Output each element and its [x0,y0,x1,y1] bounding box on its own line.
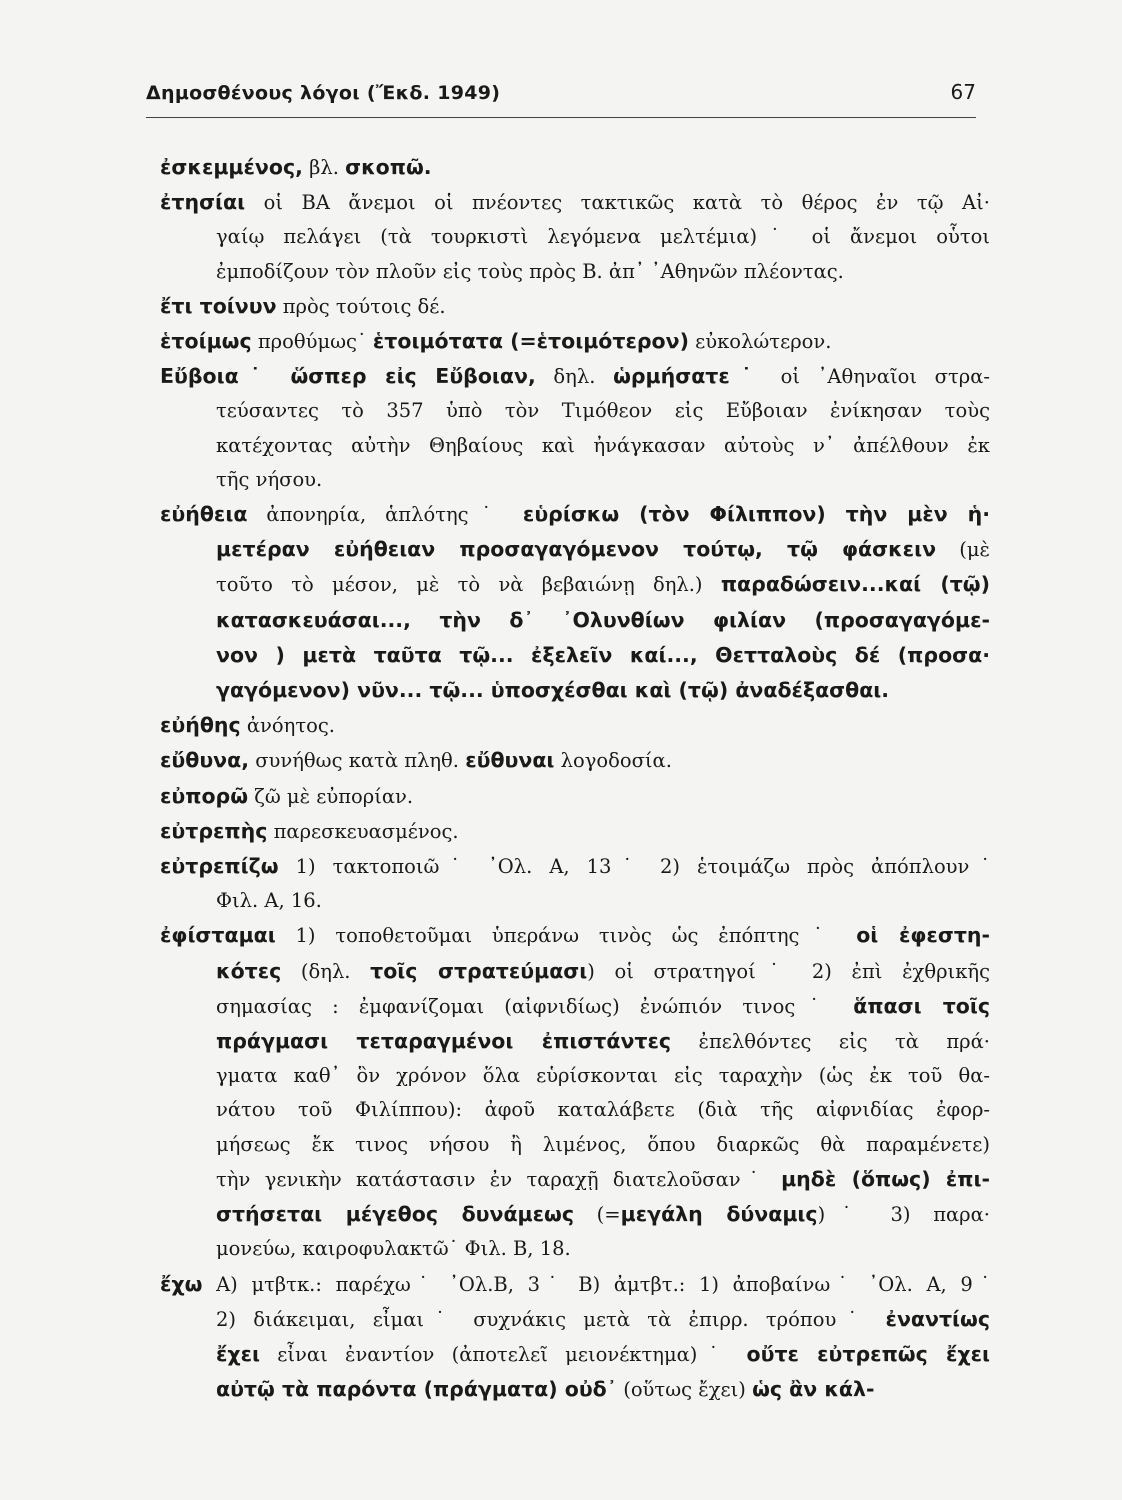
definition-text: βλ. [302,156,346,179]
running-head: Δημοσθένους λόγοι (Ἔκδ. 1949) [146,82,501,104]
headword-text: ὡς ἂν κάλ- [752,1377,875,1402]
definition-text: Φιλ. Α, 16. [216,889,322,913]
entry-line [160,884,990,918]
definition-text: ἐπελθόντες εἰς τὰ πρά· [671,1030,991,1054]
entry-line [160,638,990,673]
headword-text: εὔθυναι [465,748,555,773]
entry-line [160,603,990,638]
headword-text: ἑτοιμότατα (=ἑτοιμότερον) [372,329,689,354]
headword-text: ἐτησίαι [160,190,246,215]
definition-text: νάτου τοῦ Φιλίππου): ἀφοῦ καταλάβετε (διὰ τῆς αἰφνιδίας ἐφορ- [216,1098,990,1122]
entry-line [160,429,990,463]
definition-text: )˙ 3) παρα· [817,1203,991,1227]
headword-text: εὐπορῶ [160,783,249,808]
entry-first-line [160,743,990,778]
definition-text: κατέχοντας αὐτὴν Θηβαίους καὶ ἠνάγκασαν αὐτοὺς ν᾽ ἀπέλθουν ἐκ [216,433,990,457]
glossary-entry [160,1267,990,1408]
glossary-entries [160,150,990,1407]
headword-text: εὐήθεια [160,502,248,527]
headword-text: εὐτρεπὴς [160,818,268,843]
definition-text: γαίῳ πελάγει (τὰ τουρκιστὶ λεγόμενα μελτέμια)˙ οἱ ἄνεμοι οὗτοι [216,225,990,249]
entry-line [160,1302,990,1337]
entry-first-line [160,779,990,814]
glossary-entry [160,359,990,497]
definition-text: πρὸς τούτοις δέ. [276,294,446,318]
glossary-entry [160,779,990,814]
headword-text: εὐήθης [160,713,241,738]
headword-text: μετέραν εὐήθειαν προσαγαγόμενον τούτῳ, τῷ φάσκειν [216,537,937,562]
glossary-entry [160,497,990,708]
headword-text: Εὔβοια˙ ὥσπερ εἰς Εὔβοιαν, [160,364,536,389]
headword-text: ἅπασι τοῖς [853,993,991,1018]
headword-text: ἐναντίως [885,1306,990,1331]
definition-text: τοῦτο τὸ μέσον, μὲ τὸ νὰ βεβαιώνῃ δηλ.) [216,573,721,597]
definition-text: τῆς νήσου. [216,467,323,491]
entry-line [160,532,990,567]
entry-line [160,954,990,989]
entry-line [160,1337,990,1372]
definition-text: σημασίας : ἐμφανίζομαι (αἰφνιδίως) ἐνώπιόν τινος˙ [216,994,854,1018]
definition-text: (οὕτως ἔχει) [617,1378,753,1402]
entry-first-line [160,150,990,185]
entry-line [160,567,990,602]
headword-text: μεγάλη δύναμις [620,1202,818,1227]
glossary-entry [160,849,990,918]
definition-text: γματα καθ᾽ ὃν χρόνον ὅλα εὑρίσκονται εἰς ταραχὴν (ὡς ἐκ τοῦ θα- [216,1064,990,1088]
headword-text: οὔτε εὐτρεπῶς ἔχει [746,1341,990,1366]
entry-first-line [160,359,990,394]
entry-line [160,220,990,254]
entry-line [160,1024,990,1059]
definition-text: ζῶ μὲ εὐπορίαν. [248,784,414,808]
entry-first-line [160,814,990,849]
headword-text: εὔθυνα, [160,748,250,773]
headword-text: κότες [216,958,282,983]
definition-text: (δηλ. [281,959,371,983]
definition-text: λογοδοσία. [554,749,672,773]
entry-first-line [160,849,990,884]
headword-text: γαγόμενον) νῦν... τῷ... ὑποσχέσθαι καὶ (τῷ) ἀναδέξασθαι. [216,678,890,703]
entry-line [160,463,990,497]
entry-line [160,673,990,708]
headword-text: παραδώσειν...καί (τῷ) [720,572,990,597]
definition-text: εὐκολώτερον. [688,330,832,354]
headword-text: στήσεται μέγεθος δυνάμεως [216,1202,575,1227]
definition-text: δηλ. [535,365,614,389]
entry-line [160,255,990,289]
headword-text: αὐτῷ τὰ παρόντα (πράγματα) οὐδ᾽ [216,1377,618,1402]
entry-first-line [160,497,990,532]
definition-text: εἶναι ἐναντίον (ἀποτελεῖ μειονέκτημα)˙ [260,1342,747,1366]
headword-text: ἔχω [160,1271,203,1296]
entry-line [160,1232,990,1266]
headword-text: ἔτι τοίνυν [160,293,277,318]
definition-text: ) οἱ στρατηγοί˙ 2) ἐπὶ ἐχθρικῆς [587,959,990,983]
glossary-entry [160,743,990,778]
definition-text: τεύσαντες τὸ 357 ὑπὸ τὸν Τιμόθεον εἰς Εὔβοιαν ἐνίκησαν τοὺς [216,399,990,423]
entry-line [160,1197,990,1232]
definition-text: 2) διάκειμαι, εἶμαι˙ συχνάκις μετὰ τὰ ἐπιρρ. τρόπου˙ [216,1307,886,1331]
headword-text: κατασκευάσαι..., τὴν δ᾽ ᾽Ολυνθίων φιλίαν (προσαγαγόμε- [216,607,990,632]
definition-text: ἀπονηρία, ἁπλότης˙ [247,503,523,527]
headword-text: εὐτρεπίζω [160,854,279,879]
glossary-entry [160,814,990,849]
entry-line [160,1128,990,1162]
entry-line [160,989,990,1024]
entry-line [160,1059,990,1093]
entry-line [160,1093,990,1127]
definition-text: (= [574,1203,621,1227]
definition-text: 1) τοποθετοῦμαι ὑπεράνω τινὸς ὡς ἐπόπτης˙ [275,924,857,948]
definition-text: μήσεως ἔκ τινος νήσου ἢ λιμένος, ὅπου διαρκῶς θὰ παραμένετε) [216,1132,990,1156]
headword-text: ἔχει [216,1341,261,1366]
definition-text: ἐμποδίζουν τὸν πλοῦν εἰς τοὺς πρὸς Β. ἀπ᾽ ᾽Αθηνῶν πλέοντας. [216,259,844,283]
definition-text: οἱ ᾽Αθηναῖοι στρα- [762,365,990,389]
definition-text: οἱ ΒΑ ἄνεμοι οἱ πνέοντες τακτικῶς κατὰ τὸ θέρος ἐν τῷ Αἰ· [245,191,990,215]
headword-text: νον ) μετὰ ταῦτα τῷ... ἐξελεῖν καί..., Θετταλοὺς δέ (προσα· [216,642,990,667]
definition-text: συνήθως κατὰ πληθ. [249,749,466,773]
glossary-entry [160,918,990,1266]
headword-text: ἐσκεμμένος, [160,155,303,179]
glossary-entry [160,289,990,324]
glossary-entry [160,708,990,743]
entry-first-line [160,1267,990,1302]
glossary-entry [160,324,990,359]
headword-text: πράγμασι τεταραγμένοι ἐπιστάντες [216,1029,672,1054]
headword-text: οἱ ἐφεστη- [856,923,990,948]
definition-text: (μὲ [936,538,990,562]
entry-first-line [160,289,990,324]
page-number: 67 [950,80,976,104]
definition-text: παρεσκευασμένος. [267,819,459,843]
headword-text: τοῖς στρατεύμασι [370,958,588,983]
definition-text: τὴν γενικὴν κατάστασιν ἐν ταραχῇ διατελοῦσαν˙ [216,1167,782,1191]
headword-text: σκοπῶ. [345,155,432,179]
definition-text: Α) μτβτκ.: παρέχω˙ ᾽Ολ.Β, 3˙ Β) ἀμτβτ.: 1) ἀποβαίνω˙ ᾽Ολ. Α, 9˙ [202,1272,990,1296]
headword-text: εὑρίσκω (τὸν Φίλιππον) τὴν μὲν ἡ· [522,502,991,527]
header-rule [146,117,976,118]
entry-line [160,1372,990,1407]
definition-text: μονεύω, καιροφυλακτῶ˙ Φιλ. Β, 18. [216,1237,571,1261]
entry-first-line [160,324,990,359]
entry-line [160,394,990,428]
glossary-entry [160,185,990,289]
entry-first-line [160,185,990,220]
definition-text: 1) τακτοποιῶ˙ ᾽Ολ. Α, 13˙ 2) ἑτοιμάζω πρὸς ἀπόπλουν˙ [278,855,990,879]
headword-text: ἑτοίμως [160,329,252,354]
headword-text: μηδὲ (ὅπως) ἐπι- [781,1166,990,1191]
page-header [146,78,976,114]
headword-text: ἐφίσταμαι [160,923,276,948]
entry-line [160,1162,990,1197]
glossary-entry [160,150,990,185]
definition-text: προθύμως˙ [251,330,373,354]
definition-text: ἀνόητος. [240,714,335,738]
entry-first-line [160,708,990,743]
entry-first-line [160,918,990,953]
headword-text: ὡρμήσατε˙ [613,364,763,389]
